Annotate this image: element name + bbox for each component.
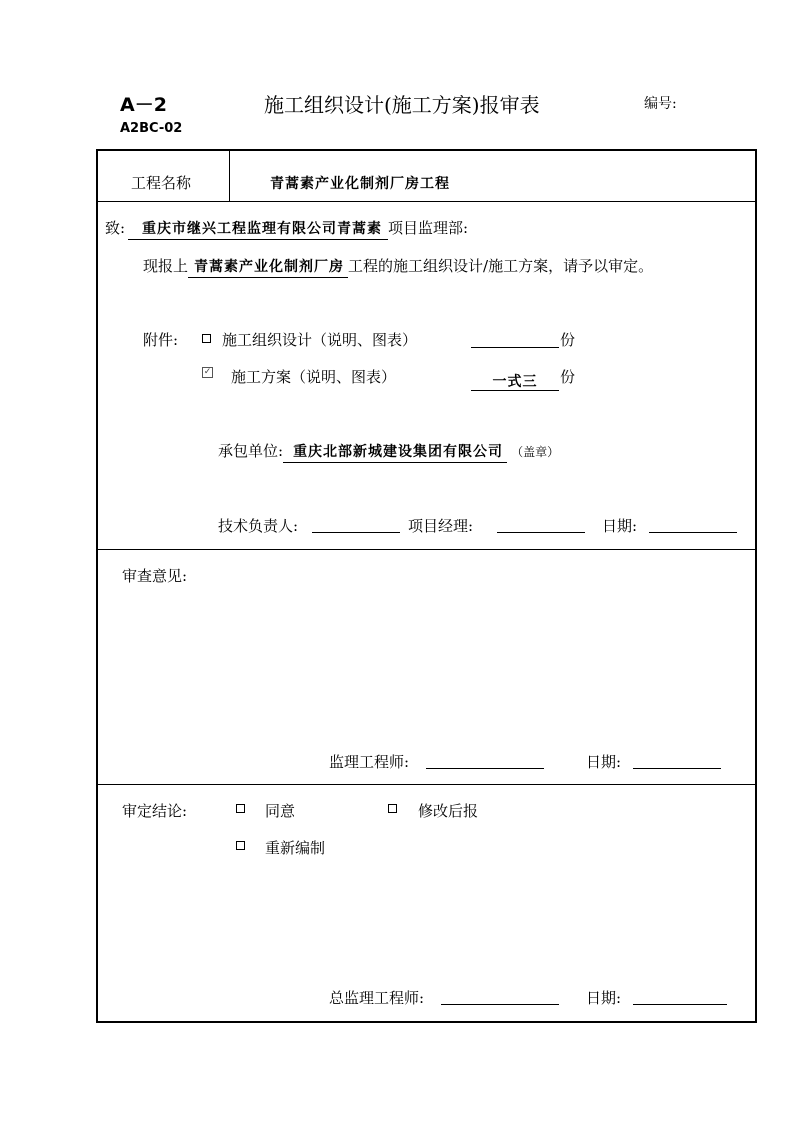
attachment2-unit: 份 (560, 368, 576, 386)
form-number: A2BC-02 (120, 121, 183, 136)
attachments-label: 附件: (143, 331, 179, 349)
agree-label: 同意 (265, 802, 296, 820)
pm-label: 项目经理: (408, 517, 474, 535)
revise-checkbox[interactable] (388, 804, 397, 813)
tech-lead-label: 技术负责人: (218, 517, 299, 535)
submission-date-line (649, 532, 737, 533)
project-name-label: 工程名称 (131, 174, 192, 192)
reprepare-label: 重新编制 (265, 839, 326, 857)
to-line (128, 217, 468, 240)
contractor-line (218, 440, 559, 463)
review-opinion-label: 审查意见: (122, 567, 188, 585)
contractor-name: 重庆北部新城建设集团有限公司 (283, 441, 507, 463)
form-code: A－2 (120, 94, 167, 116)
attachment1-unit: 份 (560, 331, 576, 349)
pm-line (497, 532, 585, 533)
engineer-label: 监理工程师: (329, 753, 410, 771)
engineer-line (426, 768, 544, 769)
chief-engineer-line (441, 1004, 559, 1005)
conclusion-date-line (633, 1004, 727, 1005)
contractor-label: 承包单位: (218, 442, 284, 460)
attachment2-checkbox-checked[interactable]: ✓ (203, 367, 212, 377)
to-label: 致: (105, 219, 126, 237)
submission-date-label: 日期: (602, 517, 638, 535)
reprepare-checkbox[interactable] (236, 841, 245, 850)
revise-label: 修改后报 (418, 802, 479, 820)
supervisor-company: 重庆市继兴工程监理有限公司青蒿素 (128, 218, 388, 240)
serial-label: 编号: (644, 96, 677, 112)
project-name-value: 青蒿素产业化制剂厂房工程 (270, 176, 450, 192)
report-suffix: 工程的施工组织设计/施工方案，请予以审定。 (348, 257, 654, 275)
row-divider (98, 784, 755, 785)
attachment1-label: 施工组织设计（说明、图表） (222, 331, 418, 349)
conclusion-date-label: 日期: (586, 989, 622, 1007)
review-date-label: 日期: (586, 753, 622, 771)
conclusion-label: 审定结论: (122, 802, 188, 820)
attachment1-checkbox[interactable] (202, 334, 211, 343)
column-divider (229, 151, 230, 201)
chief-engineer-label: 总监理工程师: (329, 989, 425, 1007)
page-title: 施工组织设计(施工方案)报审表 (264, 93, 540, 117)
seal-note: （盖章） (511, 445, 560, 459)
report-project: 青蒿素产业化制剂厂房 (188, 256, 348, 278)
report-line (143, 255, 653, 278)
form-table (96, 149, 757, 1023)
agree-checkbox[interactable] (236, 804, 245, 813)
attachment2-count: 一式三 (492, 374, 538, 390)
review-date-line (633, 768, 721, 769)
report-prefix: 现报上 (143, 257, 189, 275)
attachment1-count-line (471, 347, 559, 348)
to-suffix: 项目监理部: (388, 219, 469, 237)
row-divider (98, 549, 755, 550)
tech-lead-line (312, 532, 400, 533)
row-divider (98, 201, 755, 202)
attachment2-label: 施工方案（说明、图表） (231, 368, 397, 386)
